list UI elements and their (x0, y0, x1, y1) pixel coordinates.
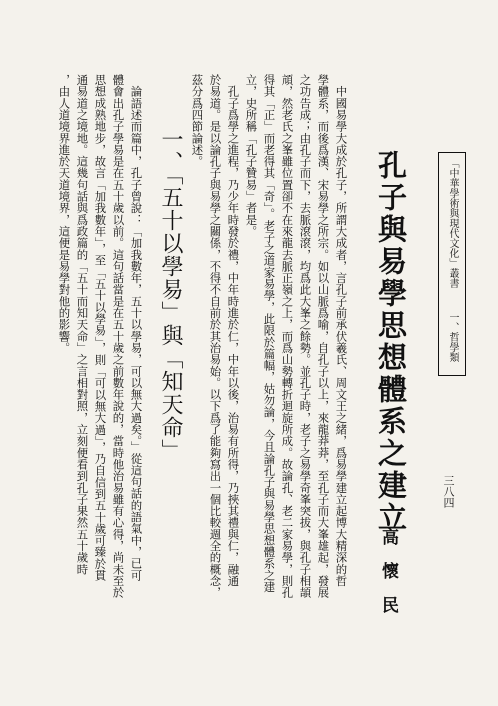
body-line: 得其「正」而老得其「奇」。老子之道家易學，此限於篇幅，姑勿論，今且論孔子與易學思想體系之建 (262, 74, 277, 593)
series-name: 「中華學術與現代文化」叢書 (447, 158, 458, 288)
running-header (438, 152, 466, 376)
author-name: 高 懷 民 (378, 528, 398, 613)
body-line: 學體系，而後爲漢、宋易學之所宗。如以山脈爲喻，自孔子以上，來龍莽莽，至孔子而大峯雄起，發展 (316, 74, 331, 599)
body-line: 於易道。是以論孔子與易學之關係，不得不自前於其治易始。以下爲了能夠寫出一個比較週全的概念， (208, 74, 223, 599)
body-line: 通易道之境地。這幾句話與爲政篇的「五十而知天命」之言相對照，立刻便看到孔子果然五十歲時 (75, 74, 90, 575)
body-line: ，由人道境界進於天道境界，這便是易學對他的影響。 (57, 74, 72, 354)
header-rule-left (438, 152, 439, 376)
body-line: 思想成熟地步，故言「加我數年」，至「五十以學易」，則「可以無大過」，乃自信到五十歲可臻於貫 (93, 74, 108, 582)
body-line: 之功告成；由孔子而下，去脈滾滾，均爲此大峯之餘勢。並孔子時，老子之易學奇峯突拔，與孔子相頡 (298, 74, 313, 599)
body-line: 立，史所稱「孔子贊易」者是。 (244, 74, 259, 238)
header-rule-top (438, 152, 466, 153)
header-rule-bottom (438, 375, 466, 376)
body-line: 茲分爲四節論述。 (190, 74, 205, 168)
body-line: 論語述而篇中，孔子曾說：「加我數年，五十以學易，可以無大過矣。」從這句話的語氣中，已可 (129, 74, 144, 581)
category-label: 一、哲學類 (447, 312, 458, 362)
body-line: 體會出孔子學易是在五十歲以前。這句話當是在五十歲之前數年說的，當時他治易雖有心得，尚未至於 (111, 74, 126, 599)
header-rule-right (465, 152, 466, 376)
body-line: 中國易學大成於孔子，所謂大成者，言孔子前承伏羲氏、周文王之緒，爲易學建立起博大精深的哲 (334, 74, 349, 587)
page-number: 三八四 (442, 475, 455, 508)
section-heading: 一、「五十以學易」與「知天命」 (158, 128, 183, 462)
article-title: 孔子與易學思想體系之建立 (374, 150, 408, 534)
body-line: 頏，然老氏之峯雖位置卻不在來龍去脈正嶺之上，而爲山勢轉折迴旋所成。故論孔、老二家易學，則孔 (280, 74, 295, 599)
body-line: 孔子爲學之進程，乃少年時發於禮，中年時進於仁，中年以後，治易有所得，乃挾其禮與仁，融通 (226, 74, 241, 587)
